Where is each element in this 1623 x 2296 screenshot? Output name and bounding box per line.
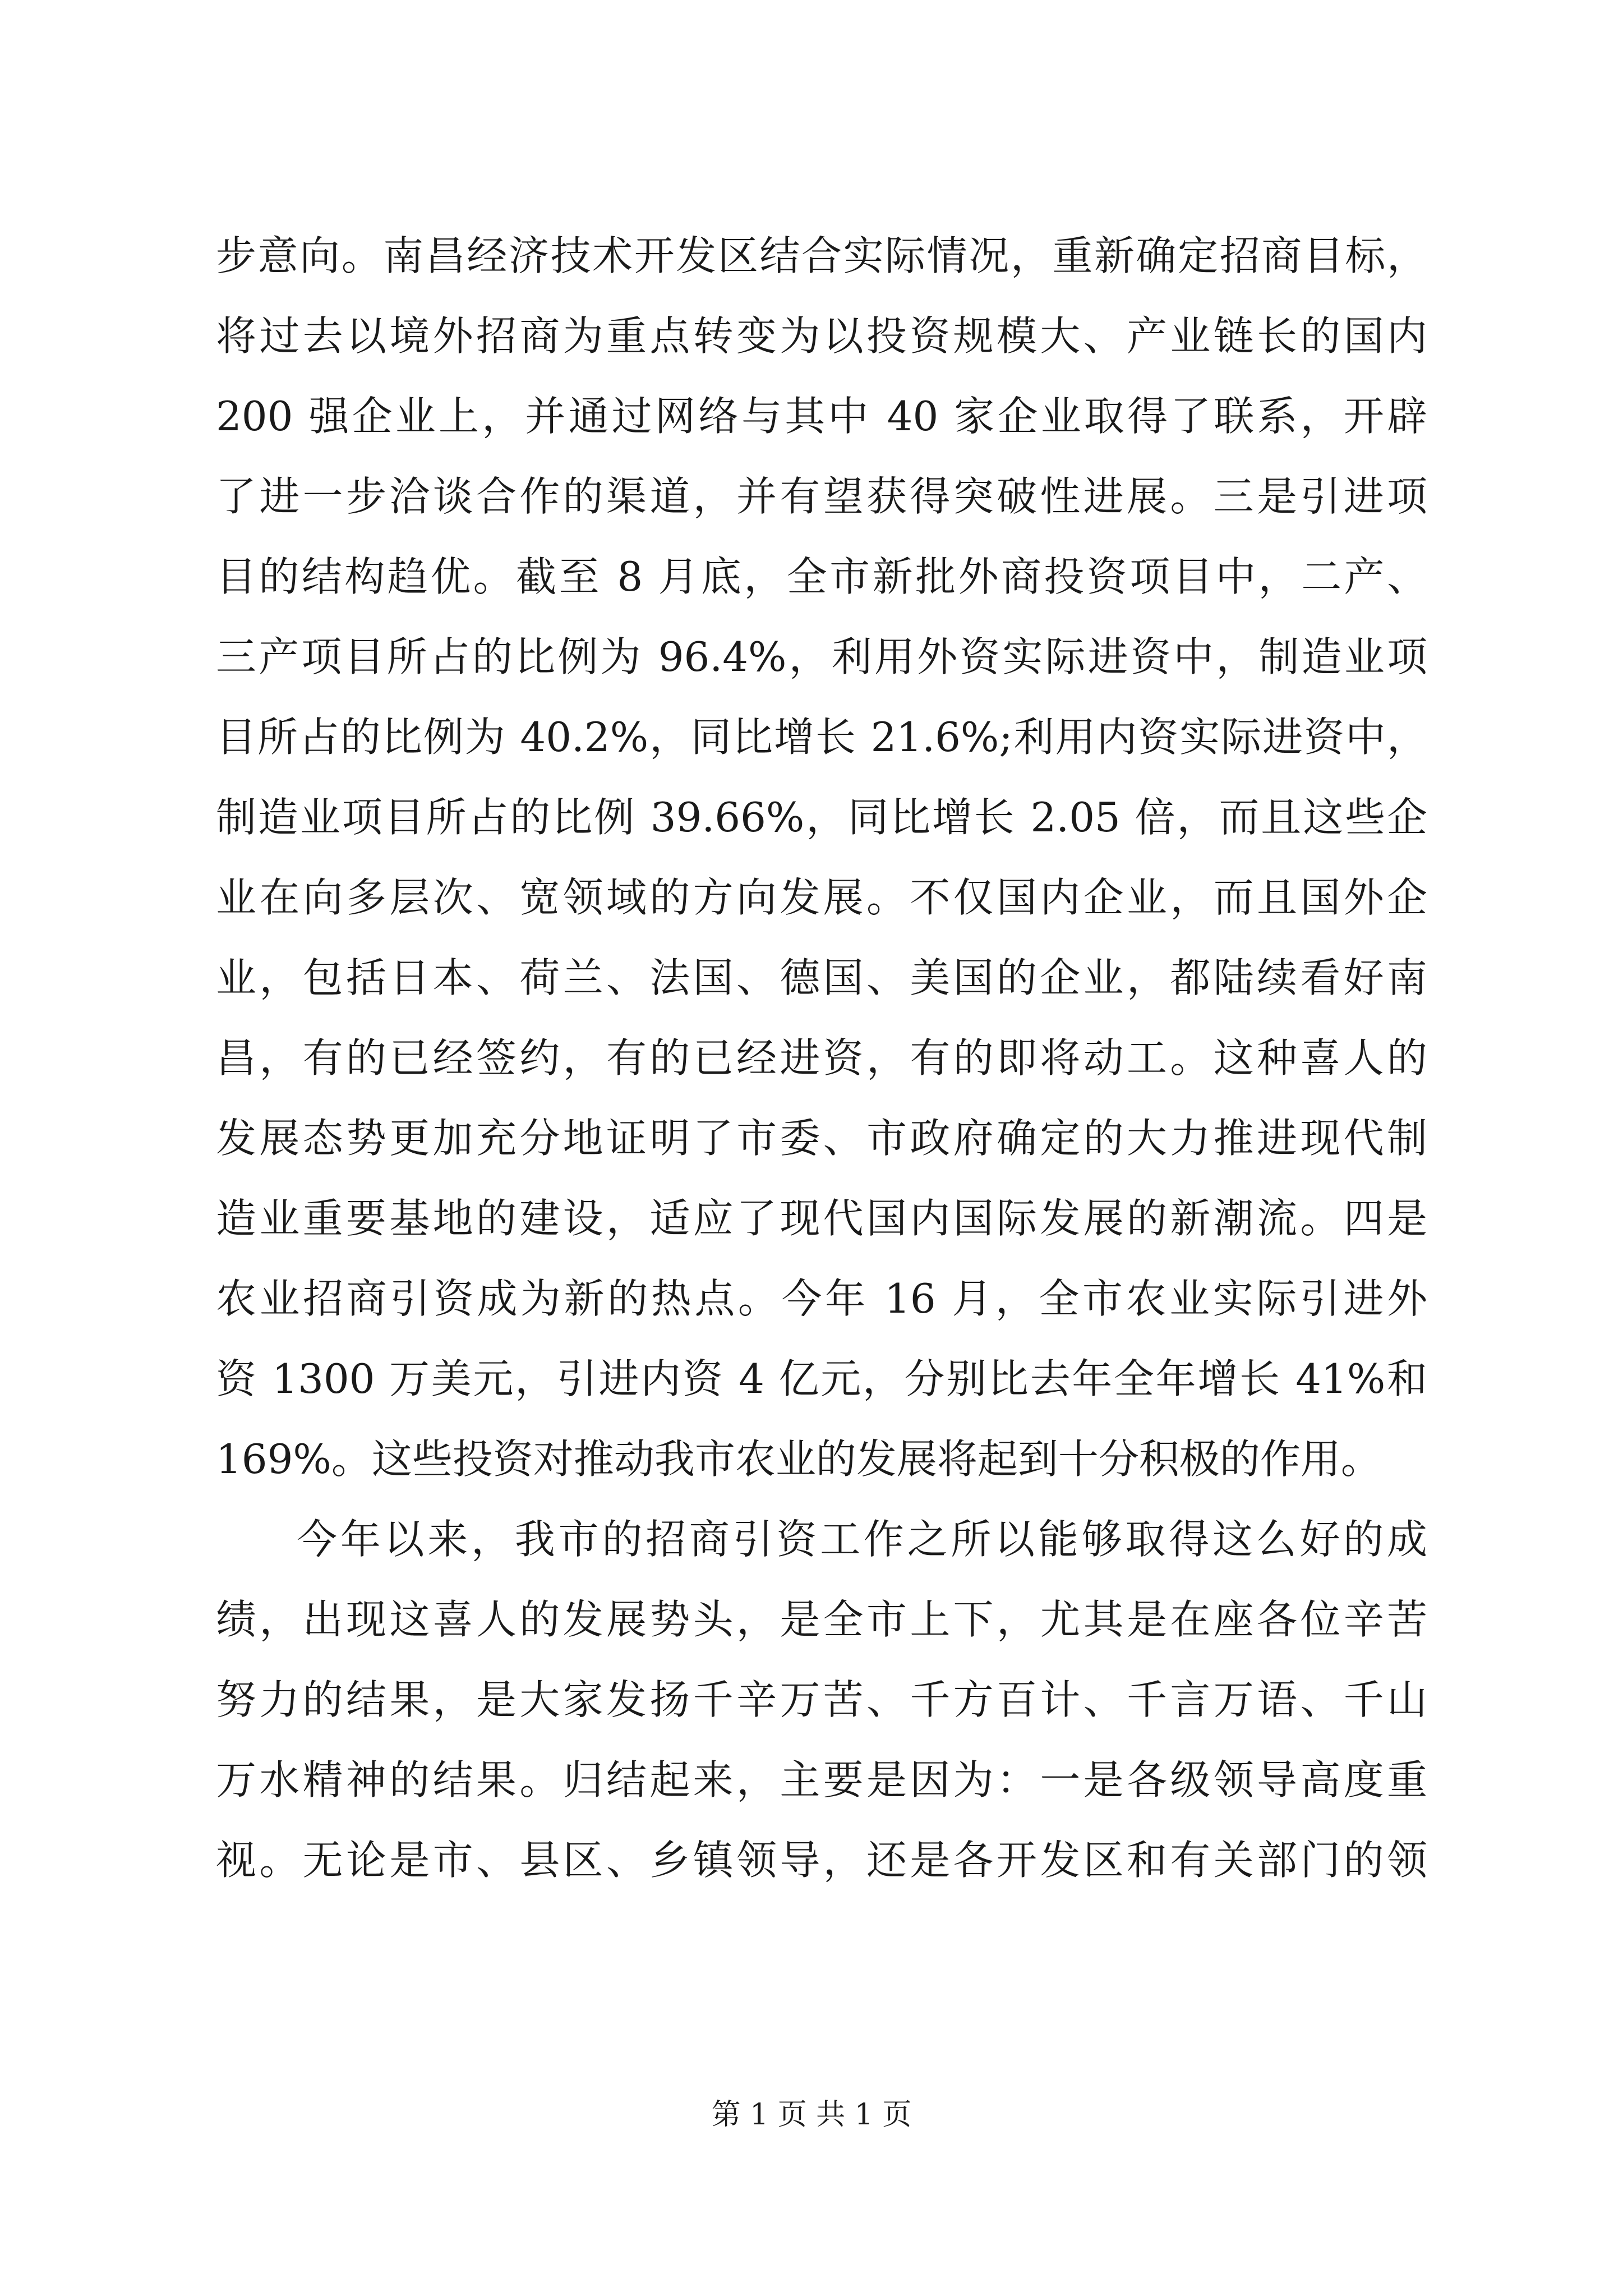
text-line: 200 强企业上，并通过网络与其中 40 家企业取得了联系，开辟: [216, 393, 1427, 440]
text-line: 169%。这些投资对推动我市农业的发展将起到十分积极的作用。: [216, 1435, 1381, 1483]
paragraph: [216, 216, 1427, 1499]
text-line: 业，包括日本、荷兰、法国、德国、美国的企业，都陆续看好南: [216, 954, 1427, 1001]
text-line: 目的结构趋优。截至 8 月底，全市新批外商投资项目中，二产、: [216, 553, 1427, 600]
text-line: 视。无论是市、县区、乡镇领导，还是各开发区和有关部门的领: [216, 1837, 1427, 1884]
text-line: 今年以来，我市的招商引资工作之所以能够取得这么好的成: [297, 1516, 1427, 1563]
text-line: 步意向。南昌经济技术开发区结合实际情况，重新确定招商目标，: [216, 232, 1427, 279]
text-line: 资 1300 万美元，引进内资 4 亿元，分别比去年全年增长 41%和: [216, 1355, 1427, 1402]
text-line: 发展态势更加充分地证明了市委、市政府确定的大力推进现代制: [216, 1115, 1427, 1162]
text-line: 业在向多层次、宽领域的方向发展。不仅国内企业，而且国外企: [216, 874, 1427, 921]
text-line: 将过去以境外招商为重点转变为以投资规模大、产业链长的国内: [216, 312, 1427, 360]
text-line: 三产项目所占的比例为 96.4%，利用外资实际进资中，制造业项: [216, 633, 1427, 680]
page-footer: [0, 2095, 1623, 2134]
text-line: 昌，有的已经签约，有的已经进资，有的即将动工。这种喜人的: [216, 1034, 1427, 1082]
page-number: 第 1 页 共 1 页: [711, 2098, 912, 2132]
text-line: 农业招商引资成为新的热点。今年 16 月，全市农业实际引进外: [216, 1275, 1427, 1322]
text-line: 制造业项目所占的比例 39.66%，同比增长 2.05 倍，而且这些企: [216, 794, 1427, 841]
body-text: [216, 216, 1427, 1901]
text-line: 万水精神的结果。归结起来，主要是因为：一是各级领导高度重: [216, 1756, 1427, 1803]
paragraph: [216, 1499, 1427, 1901]
text-line: 目所占的比例为 40.2%，同比增长 21.6%;利用内资实际进资中，: [216, 714, 1427, 761]
text-line: 造业重要基地的建设，适应了现代国内国际发展的新潮流。四是: [216, 1195, 1427, 1242]
text-line: 努力的结果，是大家发扬千辛万苦、千方百计、千言万语、千山: [216, 1676, 1427, 1723]
text-line: 绩，出现这喜人的发展势头，是全市上下，尤其是在座各位辛苦: [216, 1596, 1427, 1643]
text-line: 了进一步洽谈合作的渠道，并有望获得突破性进展。三是引进项: [216, 473, 1427, 520]
